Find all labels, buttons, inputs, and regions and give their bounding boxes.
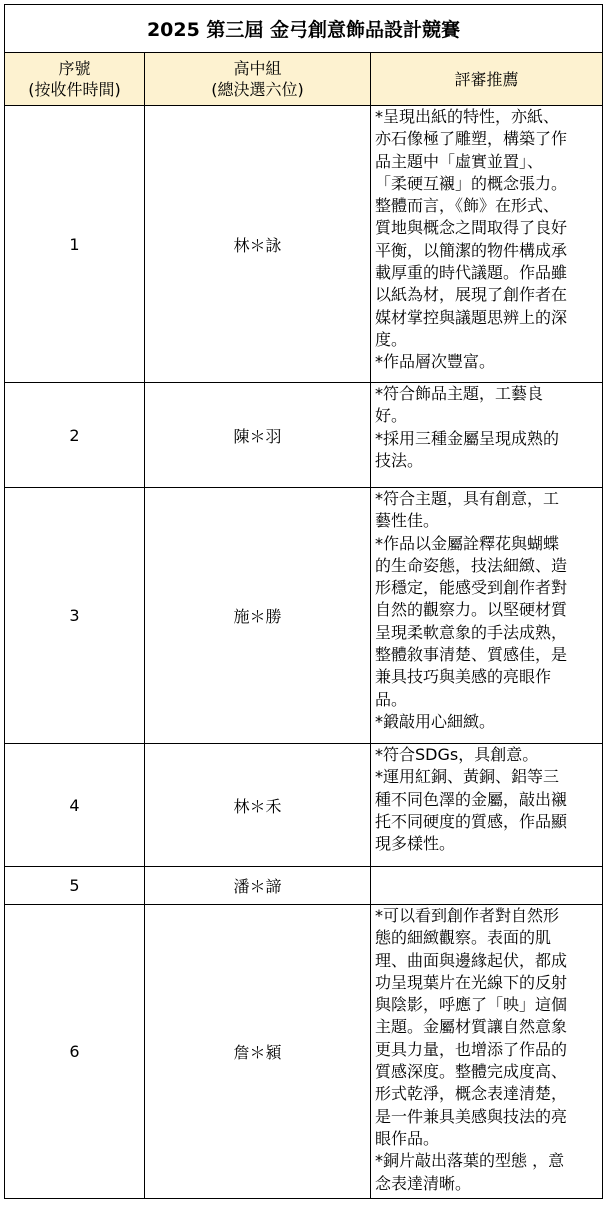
- student-name: 施＊勝: [145, 488, 371, 744]
- serial-number: 5: [5, 867, 145, 905]
- review-line: 種不同色澤的金屬，敲出襯: [375, 789, 568, 809]
- review-line: 形式乾淨，概念表達清楚，: [375, 1084, 568, 1104]
- judge-review: [371, 106, 603, 383]
- table-row: [5, 383, 603, 488]
- review-line: 載厚重的時代議題。作品雖: [375, 263, 568, 283]
- header-serial-line2: (按收件時間): [28, 80, 121, 99]
- student-name: 詹＊潁: [145, 905, 371, 1199]
- serial-number: 6: [5, 905, 145, 1199]
- review-line: *作品以金屬詮釋花與蝴蝶: [375, 533, 560, 553]
- judge-review: [371, 488, 603, 744]
- review-line: 更具力量，也增添了作品的: [375, 1039, 568, 1059]
- review-line: 藝性佳。: [375, 511, 440, 531]
- review-line: *鍛敲用心細緻。: [375, 711, 496, 731]
- results-table: [4, 4, 603, 1199]
- judge-review: [371, 905, 603, 1199]
- table-row: [5, 488, 603, 744]
- review-line: 主題。金屬材質讓自然意象: [375, 1017, 568, 1037]
- review-line: 品主題中「虛實並置」、: [375, 151, 544, 171]
- review-line: 以紙為材，展現了創作者在: [375, 285, 568, 305]
- review-line: *採用三種金屬呈現成熟的: [375, 428, 560, 448]
- review-line: 形穩定，能感受到創作者對: [375, 578, 568, 598]
- review-line: 兼具技巧與美感的亮眼作: [375, 667, 552, 687]
- table-row: [5, 106, 603, 383]
- review-line: *呈現出紙的特性，亦紙、: [375, 107, 560, 126]
- review-line: 功呈現葉片在光線下的反射: [375, 972, 568, 992]
- review-line: 「柔硬互襯」的概念張力。: [375, 173, 568, 193]
- review-line: *可以看到創作者對自然形: [375, 906, 560, 925]
- header-group: [145, 53, 371, 106]
- review-line: 與陰影，呼應了「映」這個: [375, 995, 568, 1015]
- review-line: 度。: [375, 329, 408, 349]
- review-line: 質地與概念之間取得了良好: [375, 218, 568, 238]
- header-group-line1: 高中組: [233, 59, 282, 78]
- header-row: [5, 53, 603, 106]
- review-line: *符合SDGs，具創意。: [375, 745, 539, 764]
- review-line: *符合主題，具有創意，工: [375, 489, 560, 508]
- review-line: *符合飾品主題，工藝良: [375, 384, 544, 403]
- review-line: 現多樣性。: [375, 834, 456, 854]
- table-body: [5, 106, 603, 1199]
- judge-review: [371, 744, 603, 867]
- serial-number: 1: [5, 106, 145, 383]
- table-row: [5, 905, 603, 1199]
- student-name: 潘＊諦: [145, 867, 371, 905]
- table-row: [5, 744, 603, 867]
- judge-review: [371, 867, 603, 905]
- serial-number: 4: [5, 744, 145, 867]
- header-serial: [5, 53, 145, 106]
- student-name: 陳＊羽: [145, 383, 371, 488]
- review-line: 平衡，以簡潔的物件構成承: [375, 240, 568, 260]
- review-line: 媒材掌控與議題思辨上的深: [375, 307, 568, 327]
- page-title: 2025 第三屆 金弓創意飾品設計競賽: [5, 5, 603, 53]
- review-line: 托不同硬度的質感，作品顯: [375, 811, 568, 831]
- review-line: 自然的觀察力。以堅硬材質: [375, 600, 568, 620]
- serial-number: 2: [5, 383, 145, 488]
- review-line: *運用紅銅、黃銅、鋁等三: [375, 767, 560, 787]
- review-line: *銅片敲出落葉的型態 ，意: [375, 1151, 565, 1171]
- review-line: 好。: [375, 406, 408, 426]
- review-line: 呈現柔軟意象的手法成熟，: [375, 622, 568, 642]
- review-line: 的生命姿態，技法細緻、造: [375, 555, 568, 575]
- review-line: 整體敘事清楚、質感佳，是: [375, 645, 568, 665]
- student-name: 林＊詠: [145, 106, 371, 383]
- student-name: 林＊禾: [145, 744, 371, 867]
- review-line: 念表達清晰。: [375, 1173, 472, 1193]
- review-line: 是一件兼具美感與技法的亮: [375, 1106, 568, 1126]
- review-line: 態的細緻觀察。表面的肌: [375, 928, 552, 948]
- review-line: 技法。: [375, 450, 424, 470]
- serial-number: 3: [5, 488, 145, 744]
- review-line: *作品層次豐富。: [375, 352, 496, 372]
- header-review: [371, 53, 603, 106]
- review-line: 理、曲面與邊緣起伏，都成: [375, 950, 568, 970]
- review-line: 亦石像極了雕塑，構築了作: [375, 129, 568, 149]
- judge-review: [371, 383, 603, 488]
- review-line: 品。: [375, 689, 408, 709]
- table-row: [5, 867, 603, 905]
- header-review-line1: 評審推薦: [454, 69, 519, 89]
- review-line: 眼作品。: [375, 1128, 440, 1148]
- header-serial-line1: 序號: [58, 59, 91, 78]
- review-line: 質感深度。整體完成度高、: [375, 1062, 568, 1082]
- review-line: 整體而言，《飾》在形式、: [375, 196, 560, 216]
- header-group-line2: (總決選六位): [211, 80, 304, 99]
